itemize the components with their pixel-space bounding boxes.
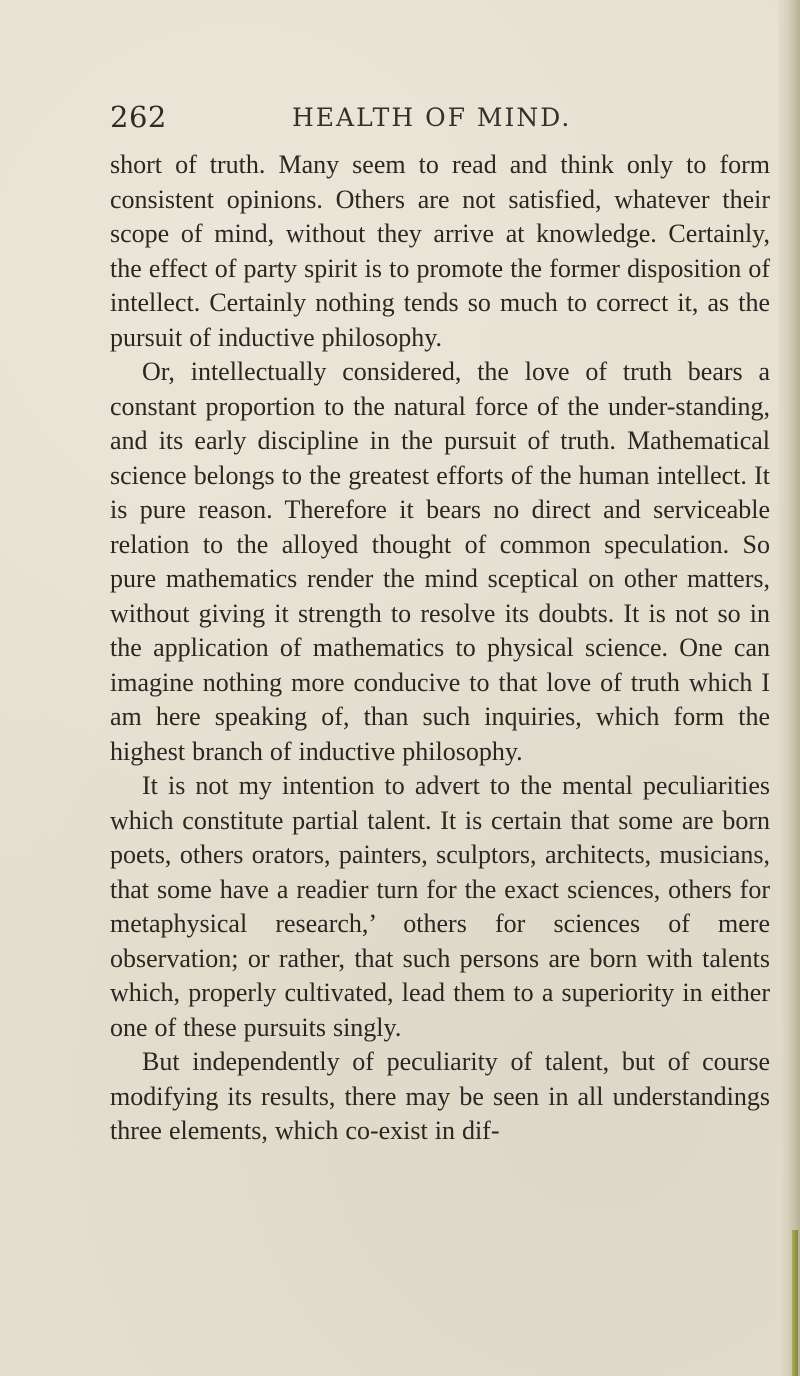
page-edge: [778, 0, 800, 1376]
page-header: [0, 100, 800, 140]
paragraph-1: short of truth. Many seem to read and think only to form consistent opinions. Others are not satisfied, whatever their scope of mind, without they arrive at knowledge. Certainly, the effect of party spirit is to promote the former disposition of intellect. Certainly nothing tends so much to correct it, as the pursuit of inductive philosophy.: [110, 150, 770, 352]
page-number: 262: [110, 100, 167, 134]
paragraph-3: It is not my intention to advert to the mental peculiarities which constitute partial talent. It is certain that some are born poets, others orators, painters, sculptors, architects, musicians, that some have a readier turn for the exact sciences, others for metaphysical research,’ others for sciences of mere observation; or rather, that such persons are born with talents which, properly cultivated, lead them to a superiority in either one of these pursuits singly.: [110, 771, 770, 1042]
paragraph-2: Or, intellectually considered, the love of truth bears a constant proportion to the natural force of the under-standing, and its early discipline in the pursuit of truth. Mathematical science belongs to the greatest efforts of the human intellect. It is pure reason. Therefore it bears no direct and serviceable relation to the alloyed thought of common speculation. So pure mathematics render the mind sceptical on other matters, without giving it strength to resolve its doubts. It is not so in the application of mathematics to physical science. One can imagine nothing more conducive to that love of truth which I am here speaking of, than such inquiries, which form the highest branch of inductive philosophy.: [110, 357, 770, 766]
running-title: HEALTH OF MIND.: [292, 103, 572, 132]
paragraph-4: But independently of peculiarity of talent, but of course modifying its results, there may be seen in all understandings three elements, which co-exist in dif-: [110, 1047, 770, 1145]
body-text: [110, 148, 770, 1149]
